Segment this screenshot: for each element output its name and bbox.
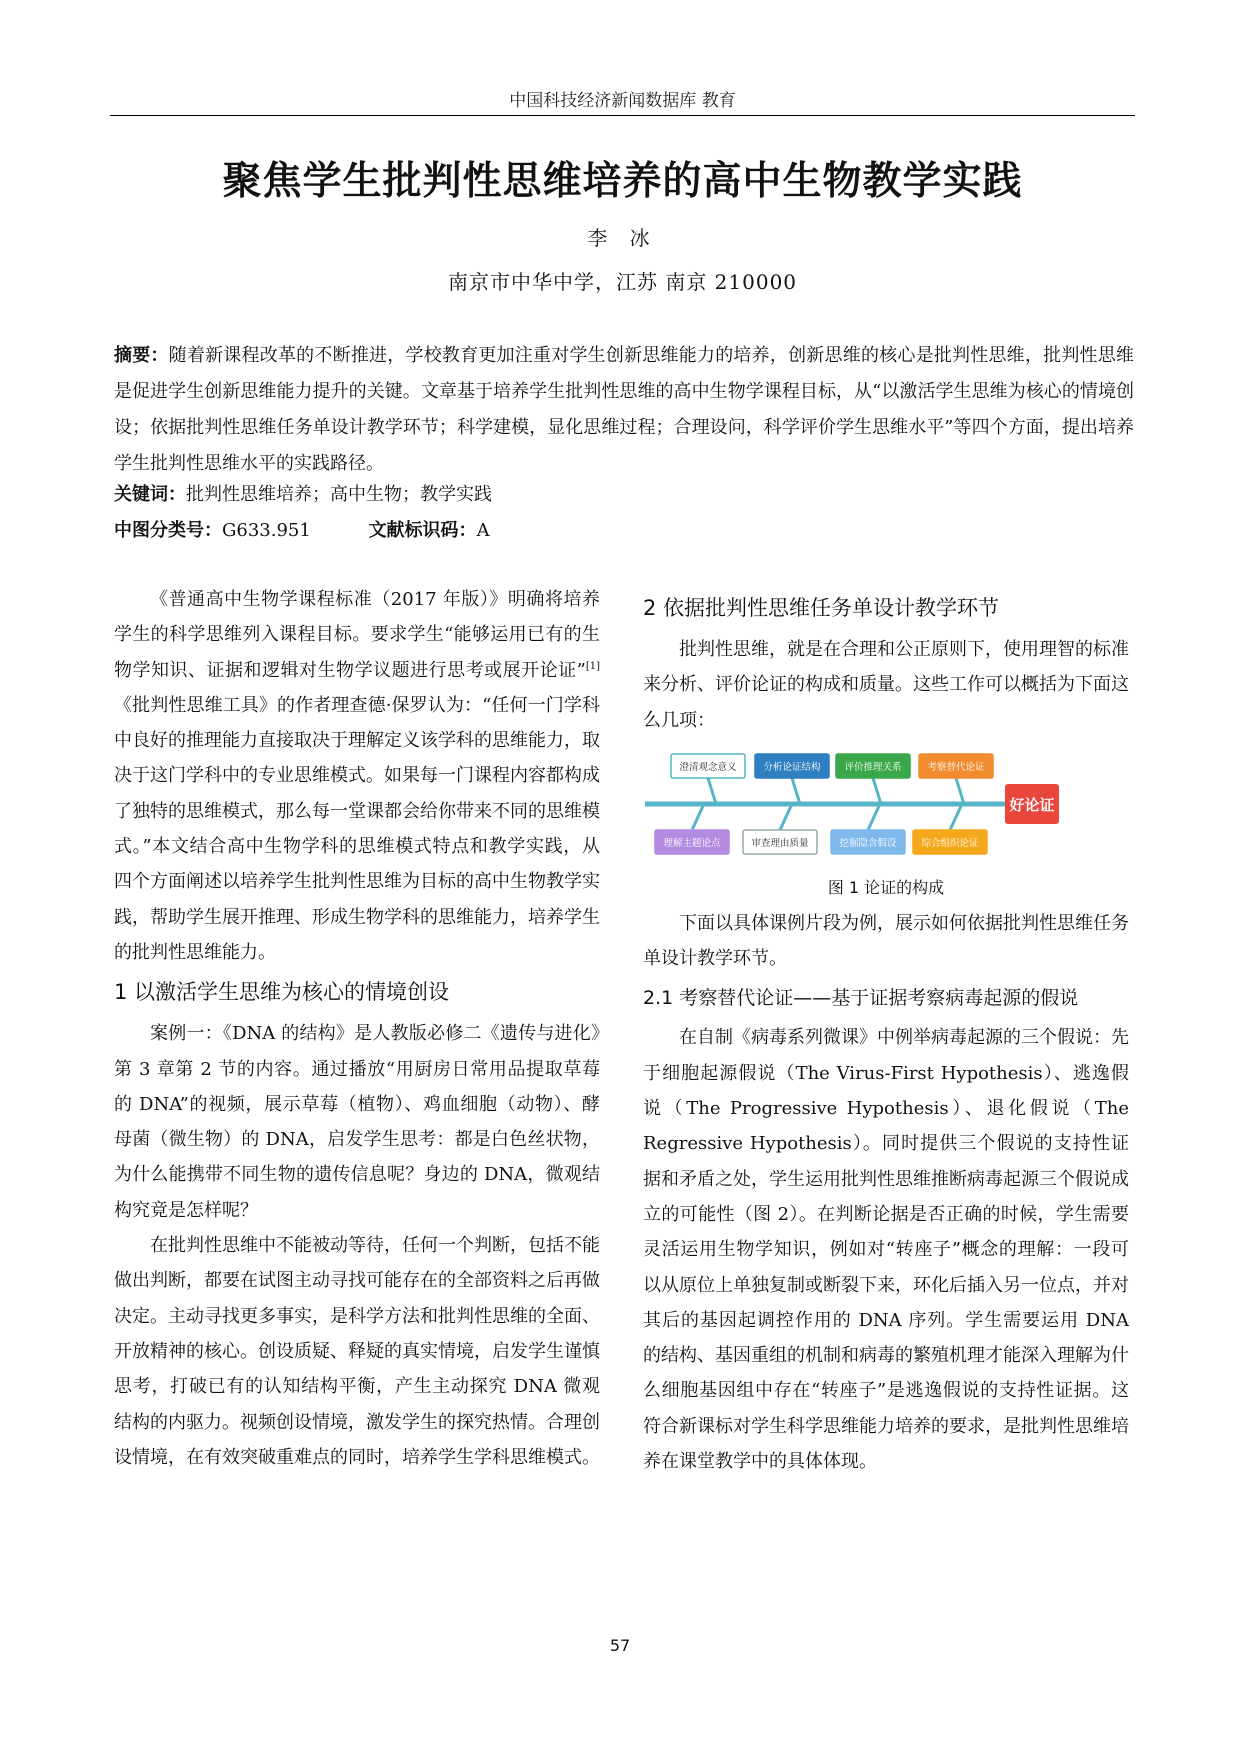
- clc-label: 中图分类号：: [114, 520, 222, 541]
- figure-box-label: 评价推理关系: [844, 761, 902, 773]
- figure-box-label: 澄清观念意义: [679, 761, 737, 773]
- left-paragraph-3: 在批判性思维中不能被动等待，任何一个判断，包括不能做出判断，都要在试图主动寻找可能存在的全部资料之后再做决定。主动寻找更多事实，是科学方法和批判性思维的全面、开放精神的核心。创设质疑、释疑的真实情境，启发学生谨慎思考，打破已有的认知结构平衡，产生主动探究 DNA 微观结构的内驱力。视频创设情境，激发学生的探究热情。合理创设情境，在有效突破重难点的同时，培养学生学科思维模式。: [114, 1235, 600, 1468]
- right-paragraph-2: 下面以具体课例片段为例，展示如何依据批判性思维任务单设计教学环节。: [643, 912, 1129, 970]
- section-heading-1: 1 以激活学生思维为核心的情境创设: [114, 980, 450, 1005]
- doc-code-value: A: [476, 520, 490, 541]
- keywords-label: 关键词：: [114, 484, 186, 505]
- figure-caption: 图 1 论证的构成: [827, 877, 945, 897]
- keywords-text: 批判性思维培养；高中生物；教学实践: [186, 484, 492, 505]
- abstract-text: 随着新课程改革的不断推进，学校教育更加注重对学生创新思维能力的培养，创新思维的核心是批判性思维，批判性思维是促进学生创新思维能力提升的关键。文章基于培养学生批判性思维的高中生物学课程目标，从“以激活学生思维为核心的情境创设；依据批判性思维任务单设计教学环节；科学建模，显化思维过程；合理设问，科学评价学生思维水平”等四个方面，提出培养学生批判性思维水平的实践路径。: [114, 345, 1134, 474]
- fishbone-branch: [792, 778, 800, 804]
- left-paragraph-2: 案例一：《DNA 的结构》是人教版必修二《遗传与进化》第 3 章第 2 节的内容。通过播放“用厨房日常用品提取草莓的 DNA”的视频，展示草莓（植物）、鸡血细胞（动物）、酵母菌（微生物）的 DNA，启发学生思考：都是白色丝状物，为什么能携带不同生物的遗传信息呢？身边的 DNA，微观结构究竟是怎样呢？: [114, 1023, 600, 1221]
- right-paragraph-3: 在自制《病毒系列微课》中例举病毒起源的三个假说：先于细胞起源假说（The Virus-First Hypothesis）、逃逸假说（The Progressive Hypothesis）、退化假说（The Regressive Hypothesis）。同时提供三个假说的支持性证据和矛盾之处，学生运用批判性思维推断病毒起源三个假说成立的可能性（图 2）。在判断论据是否正确的时候，学生需要灵活运用生物学知识，例如对“转座子”概念的理解：一段可以从原位上单独复制或断裂下来，环化后插入另一位点，并对其后的基因起调控作用的 DNA 序列。学生需要运用 DNA 的结构、基因重组的机制和病毒的繁殖机理才能深入理解为什么细胞基因组中存在“转座子”是逃逸假说的支持性证据。这符合新课标对学生科学思维能力培养的要求，是批判性思维培养在课堂教学中的具体体现。: [643, 1027, 1129, 1473]
- journal-header: 中国科技经济新闻数据库 教育: [509, 91, 736, 111]
- argument-diagram: [643, 752, 1129, 870]
- figure-box-label: 审查理由质量: [751, 837, 809, 849]
- figure-box-label: 考察替代论证: [927, 761, 985, 773]
- figure-box-label: 挖掘隐含假设: [839, 837, 897, 849]
- right-paragraph-1: 批判性思维，就是在合理和公正原则下，使用理智的标准来分析、评价论证的构成和质量。这些工作可以概括为下面这么几项：: [643, 639, 1129, 731]
- fishbone-branch: [708, 778, 716, 804]
- citation-ref[interactable]: [1]: [585, 660, 600, 672]
- keywords: [114, 480, 492, 506]
- clc-value: G633.951: [222, 520, 311, 541]
- section-heading-2: 2 依据批判性思维任务单设计教学环节: [643, 596, 1000, 620]
- fishbone-branch: [868, 804, 880, 830]
- article-title: 聚焦学生批判性思维培养的高中生物教学实践: [222, 159, 1023, 204]
- fishbone-branch: [873, 778, 881, 804]
- figure-box-label: 理解主题论点: [663, 837, 721, 849]
- abstract: [114, 338, 1134, 482]
- article-affiliation: 南京市中华中学，江苏 南京 210000: [447, 270, 798, 294]
- subsection-heading-2-1: 2.1 考察替代论证——基于证据考察病毒起源的假说: [643, 987, 1079, 1010]
- page-number: 57: [609, 1636, 631, 1655]
- fishbone-branch: [950, 804, 962, 830]
- right-column: [643, 586, 1129, 1479]
- classification: [114, 516, 490, 542]
- argument-figure: [643, 752, 1129, 870]
- result-box-label: 好论证: [1009, 795, 1055, 814]
- figure-box-label: 分析论证结构: [763, 761, 821, 773]
- fishbone-branch: [692, 804, 704, 830]
- fishbone-branch: [780, 804, 792, 830]
- left-column: [114, 582, 600, 1475]
- article-author: 李 冰: [587, 226, 658, 250]
- header-rule: [110, 115, 1135, 116]
- figure-box-label: 综合组织论证: [921, 837, 979, 849]
- doc-code-label: 文献标识码：: [368, 520, 477, 541]
- fishbone-branch: [956, 778, 964, 804]
- paragraph-text: 《批判性思维工具》的作者理查德·保罗认为：“任何一门学科中良好的推理能力直接取决于理解定义该学科的思维能力，取决于这门学科中的专业思维模式。如果每一门课程内容都构成了独特的思维模式，那么每一堂课都会给你带来不同的思维模式。”本文结合高中生物学科的思维模式特点和教学实践，从四个方面阐述以培养学生批判性思维为目标的高中生物教学实践，帮助学生展开推理、形成生物学科的思维能力，培养学生的批判性思维能力。: [114, 694, 600, 963]
- paragraph-text: 《普通高中生物学课程标准（2017 年版）》明确将培养学生的科学思维列入课程目标。要求学生“能够运用已有的生物学知识、证据和逻辑对生物学议题进行思考或展开论证”: [114, 589, 600, 681]
- left-paragraph-1: [114, 582, 600, 970]
- abstract-label: 摘要：: [114, 345, 169, 366]
